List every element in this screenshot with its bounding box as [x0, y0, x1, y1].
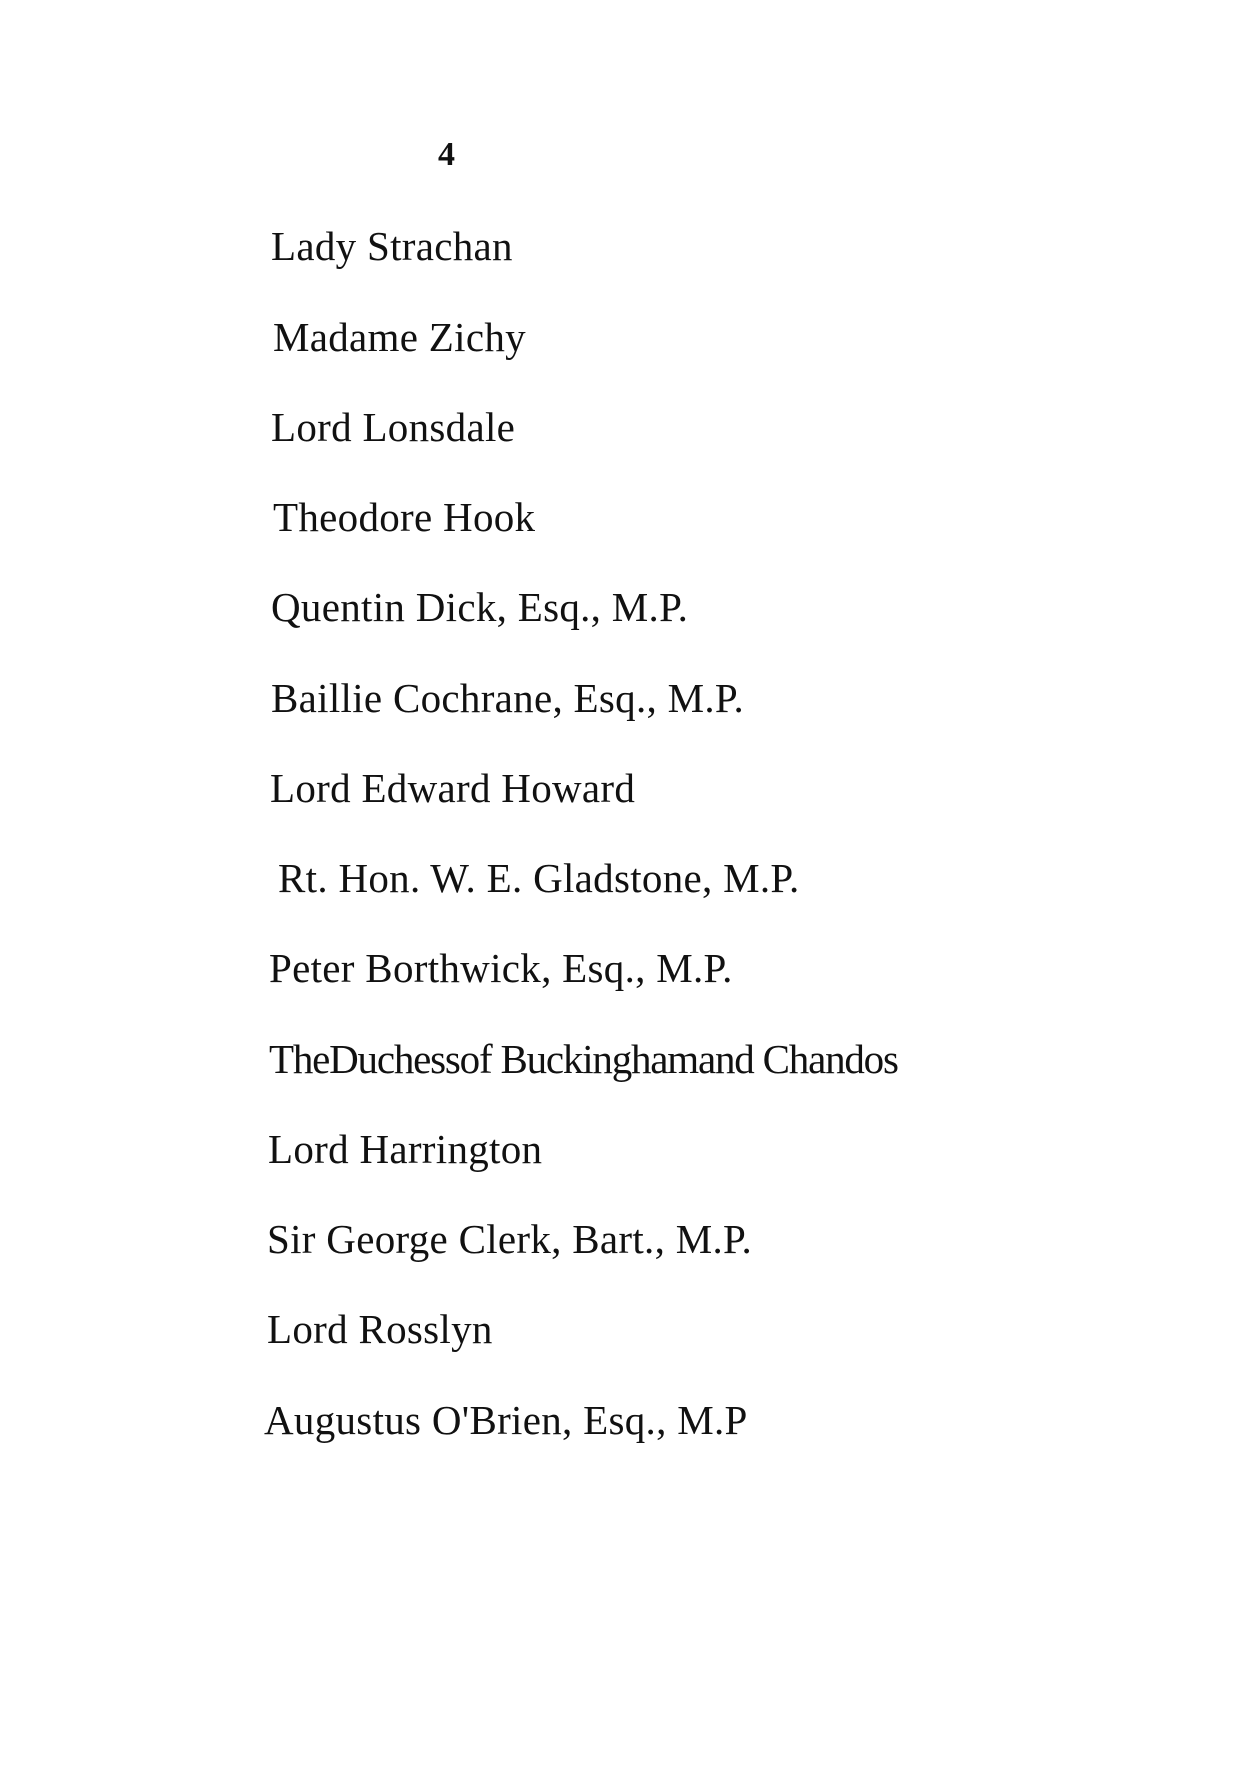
list-item: Theodore Hook	[273, 494, 536, 540]
list-item: Quentin Dick, Esq., M.P.	[271, 584, 689, 630]
list-item: TheDuchessof Buckinghamand Chandos	[269, 1036, 898, 1082]
list-item: Lady Strachan	[271, 223, 513, 269]
list-item: Lord Lonsdale	[271, 404, 516, 450]
list-item: Lord Edward Howard	[270, 765, 636, 811]
page-number: 4	[438, 136, 455, 173]
list-item: Sir George Clerk, Bart., M.P.	[267, 1216, 753, 1262]
list-item: Lord Harrington	[268, 1126, 543, 1172]
list-item: Lord Rosslyn	[267, 1306, 493, 1352]
list-item: Augustus O'Brien, Esq., M.P	[264, 1397, 748, 1443]
list-item: Baillie Cochrane, Esq., M.P.	[271, 675, 745, 721]
list-item: Rt. Hon. W. E. Gladstone, M.P.	[278, 855, 800, 901]
list-item: Madame Zichy	[273, 314, 526, 360]
list-item: Peter Borthwick, Esq., M.P.	[269, 945, 733, 991]
